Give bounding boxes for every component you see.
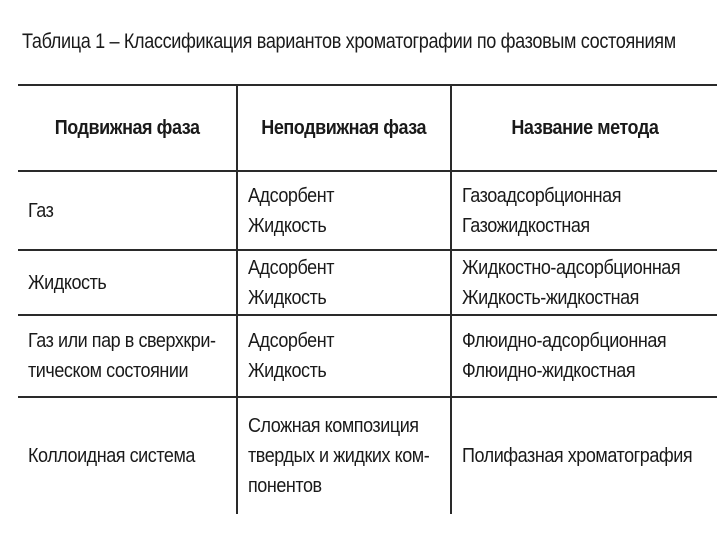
- stationary-phase-cell: Сложная композиция твердых и жидких ком- понентов: [237, 397, 450, 514]
- table-row: [18, 171, 717, 250]
- table-header-row: [18, 85, 717, 171]
- mobile-phase-cell: Газ: [18, 171, 237, 250]
- header-mobile-phase: Подвижная фаза: [18, 85, 237, 171]
- header-stationary-phase: Неподвижная фаза: [237, 85, 450, 171]
- header-method-name: Название метода: [451, 85, 718, 171]
- table-caption: Таблица 1 – Классификация вариантов хроматографии по фазовым состояниям: [22, 30, 676, 53]
- table-row: [18, 315, 717, 397]
- method-name-cell: Флюидно-адсорбционная Флюидно-жидкостная: [451, 315, 718, 397]
- mobile-phase-cell: Коллоидная система: [18, 397, 237, 514]
- method-name-cell: Жидкостно-адсорбционная Жидкость-жидкостная: [451, 250, 718, 315]
- method-name-cell: Газоадсорбционная Газожидкостная: [451, 171, 718, 250]
- table-row: [18, 250, 717, 315]
- mobile-phase-cell: Жидкость: [18, 250, 237, 315]
- mobile-phase-cell: Газ или пар в сверхкри- тическом состоянии: [18, 315, 237, 397]
- stationary-phase-cell: Адсорбент Жидкость: [237, 250, 450, 315]
- method-name-cell: Полифазная хроматография: [451, 397, 718, 514]
- stationary-phase-cell: Адсорбент Жидкость: [237, 171, 450, 250]
- table-row: [18, 397, 717, 514]
- classification-table: [18, 84, 717, 514]
- stationary-phase-cell: Адсорбент Жидкость: [237, 315, 450, 397]
